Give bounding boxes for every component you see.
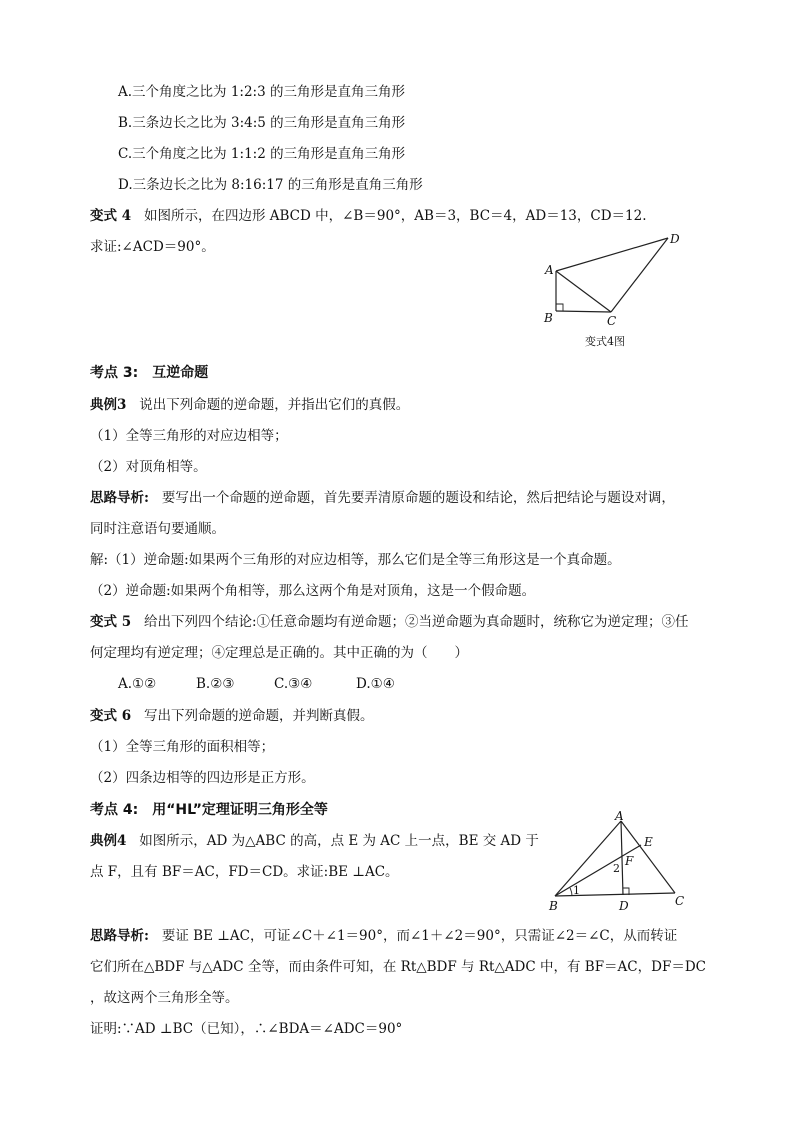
variant6-text: 写出下列命题的逆命题，并判断真假。 [143, 708, 374, 724]
variant5-line2: 何定理均有逆定理；④定理总是正确的。其中正确的为（ ） [90, 645, 468, 661]
option-c: C.三个角度之比为 1:1:2 的三角形是直角三角形 [118, 146, 406, 162]
option-a: A.三个角度之比为 1:2:3 的三角形是直角三角形 [118, 84, 405, 100]
variant5-line1 [90, 612, 689, 632]
fig-label-e: E [644, 835, 653, 849]
proof4-line1: 证明:∵AD ⊥BC（已知），∴∠BDA＝∠ADC＝90° [90, 1021, 403, 1037]
variant6-item1: （1）全等三角形的面积相等； [90, 739, 275, 755]
fig4-label-a: A [545, 263, 554, 277]
variant5-options [118, 674, 395, 694]
variant5-option-a: A.①② [118, 676, 157, 692]
hint4-line2: 它们所在△BDF 与△ADC 全等，而由条件可知，在 Rt△BDF 与 Rt△ADC 中，有 BF＝AC，DF＝DC [90, 959, 706, 975]
fig4-label-d: D [670, 232, 680, 246]
fig4-label-c: C [607, 314, 617, 328]
variant6-item2: （2）四条边相等的四边形是正方形。 [90, 770, 315, 786]
option-d: D.三条边长之比为 8:16:17 的三角形是直角三角形 [118, 177, 423, 193]
hint4-line3: ，故这两个三角形全等。 [90, 990, 239, 1006]
variant5-option-d: D.①④ [356, 676, 395, 692]
fig-angle-1: 1 [573, 884, 580, 897]
fig-label-f: F [625, 854, 634, 868]
section4-title: 考点 4: 用“HL”定理证明三角形全等 [90, 802, 328, 818]
example4-line1 [90, 831, 539, 851]
variant4-figure [535, 228, 685, 353]
fig-label-d: D [619, 899, 629, 913]
variant5-text: 给出下列四个结论:①任意命题均有逆命题；②当逆命题为真命题时，统称它为逆定理；③任 [143, 614, 689, 630]
example3 [90, 395, 409, 415]
solution3-line2: （2）逆命题:如果两个角相等，那么这两个角是对顶角，这是一个假命题。 [90, 583, 536, 599]
fig4-label-b: B [544, 311, 553, 325]
variant6-label: 变式 6 [90, 708, 132, 724]
solution3-line1: 解:（1）逆命题:如果两个三角形的对应边相等，那么它们是全等三角形这是一个真命题。 [90, 552, 621, 568]
hint3-text: 要写出一个命题的逆命题，首先要弄清原命题的题设和结论，然后把结论与题设对调， [161, 490, 675, 506]
fig-label-a: A [615, 809, 624, 823]
fig-label-c: C [675, 894, 685, 908]
variant5-option-b: B.②③ [196, 676, 235, 692]
example4-label: 典例4 [90, 833, 127, 849]
example4-text: 如图所示，AD 为△ABC 的高，点 E 为 AC 上一点，BE 交 AD 于 [139, 833, 539, 849]
fig-angle-2: 2 [613, 862, 620, 875]
option-b: B.三条边长之比为 3:4:5 的三角形是直角三角形 [118, 115, 406, 131]
variant6-statement [90, 706, 373, 726]
example4-line2: 点 F，且有 BF＝AC，FD＝CD。求证:BE ⊥AC。 [90, 864, 399, 880]
example3-text: 说出下列命题的逆命题，并指出它们的真假。 [139, 397, 410, 413]
hint4-label: 思路导析: [90, 928, 149, 944]
variant4-text: 如图所示，在四边形 ABCD 中，∠B＝90°，AB＝3，BC＝4，AD＝13，CD＝12. [143, 208, 647, 224]
hint3-label: 思路导析: [90, 490, 149, 506]
example3-label: 典例3 [90, 397, 127, 413]
hint3-line2: 同时注意语句要通顺。 [90, 521, 225, 537]
variant4-statement [90, 206, 647, 226]
section3-title: 考点 3: 互逆命题 [90, 365, 209, 381]
hint4-text: 要证 BE ⊥AC，可证∠C＋∠1＝90°，而∠1＋∠2＝90°，只需证∠2＝∠C，从而转证 [161, 928, 678, 944]
hint3-line1 [90, 488, 675, 508]
fig-label-b: B [549, 899, 558, 913]
variant5-label: 变式 5 [90, 614, 132, 630]
example3-item2: （2）对顶角相等。 [90, 459, 207, 475]
hint4-line1 [90, 926, 677, 946]
example3-item1: （1）全等三角形的对应边相等； [90, 428, 288, 444]
variant5-option-c: C.③④ [274, 676, 313, 692]
variant4-label: 变式 4 [90, 208, 132, 224]
fig4-caption: 变式4图 [585, 335, 625, 348]
example4-figure [545, 808, 690, 918]
variant4-prove: 求证:∠ACD＝90°。 [90, 239, 215, 255]
